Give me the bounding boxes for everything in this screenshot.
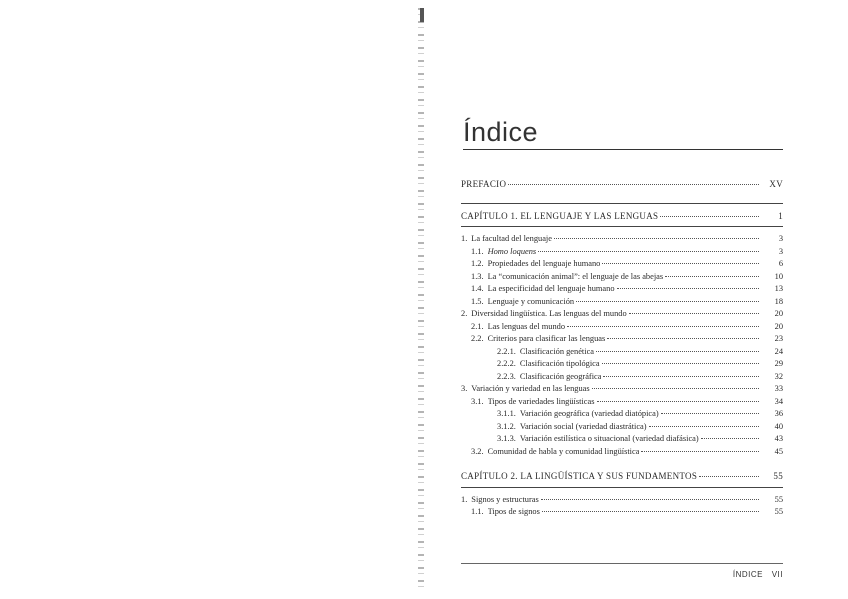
toc-entry-title: Clasificación geográfica bbox=[519, 371, 602, 381]
toc-entry-title: Variación social (variedad diastrática) bbox=[519, 421, 647, 431]
dot-leader bbox=[699, 475, 759, 477]
toc-entry-page: 13 bbox=[774, 284, 783, 293]
toc-entry-title: La facultad del lenguaje bbox=[471, 234, 552, 243]
dot-leader bbox=[597, 400, 760, 402]
toc-entry-page: 55 bbox=[774, 507, 783, 516]
dot-leader bbox=[661, 412, 759, 414]
section-gap bbox=[461, 458, 783, 470]
toc-entry-number: 2.2.2. bbox=[497, 359, 516, 368]
toc-entry-title: Tipos de variedades lingüísticas bbox=[487, 396, 595, 406]
toc-entry-title: Clasificación genética bbox=[519, 346, 595, 356]
dot-leader bbox=[641, 450, 759, 452]
toc-entry[interactable] bbox=[461, 321, 783, 334]
toc-entry-number: 3. bbox=[461, 384, 468, 393]
toc-chapter-entry[interactable] bbox=[461, 210, 783, 223]
dot-leader bbox=[701, 437, 759, 439]
toc-entry-number: 1.4. bbox=[471, 284, 484, 293]
page-number: VII bbox=[771, 570, 783, 579]
dot-leader bbox=[665, 275, 759, 277]
toc-chapter-entry[interactable] bbox=[461, 470, 783, 483]
dot-leader bbox=[567, 325, 759, 327]
toc-entry-number: 1. bbox=[461, 234, 468, 243]
toc-entry[interactable] bbox=[461, 346, 783, 359]
dot-leader bbox=[602, 262, 759, 264]
toc-entry-title: Variación geográfica (variedad diatópica) bbox=[519, 409, 659, 418]
toc-entry-title: Propiedades del lenguaje humano bbox=[487, 259, 601, 268]
toc-entry[interactable] bbox=[461, 308, 783, 321]
toc-entry-page: 36 bbox=[774, 409, 783, 418]
dot-leader bbox=[542, 510, 759, 512]
toc-entry-page: 40 bbox=[774, 421, 783, 431]
page-title: Índice bbox=[463, 117, 539, 147]
toc-entry-number: 2. bbox=[461, 309, 468, 318]
toc-entry-page: 29 bbox=[774, 359, 783, 368]
dot-leader bbox=[603, 375, 759, 377]
toc-entry-title: Homo loquens bbox=[487, 246, 537, 256]
dot-leader bbox=[660, 215, 759, 217]
toc-entry-number: 1.2. bbox=[471, 259, 484, 268]
toc-entry-page: 10 bbox=[774, 271, 783, 281]
toc-entry-title: La “comunicación animal”: el lenguaje de las abejas bbox=[487, 271, 664, 281]
dot-leader bbox=[596, 350, 759, 352]
toc-entry-number: 3.2. bbox=[471, 446, 484, 456]
section-rule bbox=[461, 226, 783, 227]
toc-entry-number: 1.1. bbox=[471, 507, 484, 516]
toc-entry-page: XV bbox=[769, 179, 783, 189]
toc-entry-title: Signos y estructuras bbox=[471, 494, 539, 504]
toc-entry[interactable] bbox=[461, 296, 783, 309]
toc-entry-title: La especificidad del lenguaje humano bbox=[487, 284, 615, 293]
toc-entry[interactable] bbox=[461, 396, 783, 409]
toc-entry-page: 34 bbox=[774, 396, 783, 406]
section-rule bbox=[461, 487, 783, 488]
toc-entry-number: 3.1.1. bbox=[497, 409, 516, 418]
toc-entry[interactable] bbox=[461, 446, 783, 459]
toc-entry-title: Lenguaje y comunicación bbox=[487, 296, 575, 306]
toc-entry[interactable] bbox=[461, 494, 783, 507]
toc-entry-page: 43 bbox=[774, 434, 783, 443]
toc-entry-page: 45 bbox=[774, 446, 783, 456]
toc-entry-title: Comunidad de habla y comunidad lingüística bbox=[487, 446, 640, 456]
toc-entry-page: 33 bbox=[774, 384, 783, 393]
toc-entry-title: CAPÍTULO 2. LA LINGÜÍSTICA Y SUS FUNDAMENTOS bbox=[461, 471, 698, 481]
toc-entry-title: Variación estilística o situacional (variedad diafásica) bbox=[519, 434, 699, 443]
toc-entry[interactable] bbox=[461, 258, 783, 271]
dot-leader bbox=[602, 362, 759, 364]
toc-entry-page: 55 bbox=[774, 494, 783, 504]
toc-entry-title: PREFACIO bbox=[461, 179, 507, 189]
toc-entry-page: 23 bbox=[774, 334, 783, 343]
toc-entry-title: Las lenguas del mundo bbox=[487, 321, 566, 331]
toc-entry-number: 2.2.1. bbox=[497, 346, 516, 356]
book-spine-shadow bbox=[418, 8, 424, 593]
toc-entry-number: 1.3. bbox=[471, 271, 484, 281]
toc-entry-number: 3.1.3. bbox=[497, 434, 516, 443]
toc-entry[interactable] bbox=[461, 421, 783, 434]
dot-leader bbox=[617, 287, 759, 289]
toc-entry-number: 2.1. bbox=[471, 321, 484, 331]
footer-label: ÍNDICE bbox=[732, 570, 763, 579]
toc-entry[interactable] bbox=[461, 358, 783, 371]
toc-entry[interactable] bbox=[461, 283, 783, 296]
toc-entry-title: Tipos de signos bbox=[487, 507, 540, 516]
toc-entry-page: 55 bbox=[773, 471, 783, 481]
toc-entry-page: 1 bbox=[778, 210, 783, 221]
toc-entry-number: 3.1.2. bbox=[497, 421, 516, 431]
dot-leader bbox=[554, 237, 759, 239]
dot-leader bbox=[649, 425, 759, 427]
dot-leader bbox=[538, 250, 759, 252]
toc-entry-title: Variación y variedad en las lenguas bbox=[471, 384, 590, 393]
toc-entry-page: 20 bbox=[774, 309, 783, 318]
toc-entry-number: 2.2.3. bbox=[497, 371, 516, 381]
dot-leader bbox=[576, 300, 759, 302]
toc-entry-title: Clasificación tipológica bbox=[519, 359, 600, 368]
toc-entry-number: 1.5. bbox=[471, 296, 484, 306]
toc-entry[interactable] bbox=[461, 371, 783, 384]
toc-entry-title: CAPÍTULO 1. EL LENGUAJE Y LAS LENGUAS bbox=[461, 210, 659, 221]
toc-entry-title: Criterios para clasificar las lenguas bbox=[487, 334, 606, 343]
toc-entry[interactable] bbox=[461, 271, 783, 284]
dot-leader bbox=[629, 312, 759, 314]
toc-entry-number: 1.1. bbox=[471, 246, 484, 256]
dot-leader bbox=[541, 498, 759, 500]
toc-entry-number: 3.1. bbox=[471, 396, 484, 406]
table-of-contents bbox=[461, 178, 783, 519]
toc-entry[interactable] bbox=[461, 333, 783, 346]
title-rule bbox=[463, 149, 783, 150]
toc-entry-number: 1. bbox=[461, 494, 468, 504]
index-page bbox=[455, 0, 785, 599]
toc-entry-page: 3 bbox=[778, 246, 783, 256]
toc-entry-page: 24 bbox=[774, 346, 783, 356]
dot-leader bbox=[592, 387, 759, 389]
toc-entry[interactable] bbox=[461, 246, 783, 259]
section-rule bbox=[461, 203, 783, 204]
dot-leader bbox=[607, 337, 759, 339]
toc-entry[interactable] bbox=[461, 506, 783, 519]
page-footer bbox=[727, 570, 783, 579]
toc-entry[interactable] bbox=[461, 383, 783, 396]
toc-entry-title: Diversidad lingüística. Las lenguas del mundo bbox=[471, 309, 627, 318]
toc-entry-page: 6 bbox=[778, 259, 783, 268]
toc-entry-page: 20 bbox=[774, 321, 783, 331]
toc-entry[interactable] bbox=[461, 408, 783, 421]
section-gap bbox=[461, 191, 783, 199]
toc-entry-page: 32 bbox=[774, 371, 783, 381]
toc-entry-page: 18 bbox=[774, 296, 783, 306]
footer-rule bbox=[461, 563, 783, 564]
toc-entry[interactable] bbox=[461, 433, 783, 446]
toc-entry[interactable] bbox=[461, 233, 783, 246]
dot-leader bbox=[508, 183, 759, 185]
toc-chapter-entry[interactable] bbox=[461, 178, 783, 191]
book-spine-mark bbox=[420, 8, 424, 22]
toc-entry-number: 2.2. bbox=[471, 334, 484, 343]
toc-entry-page: 3 bbox=[778, 234, 783, 243]
